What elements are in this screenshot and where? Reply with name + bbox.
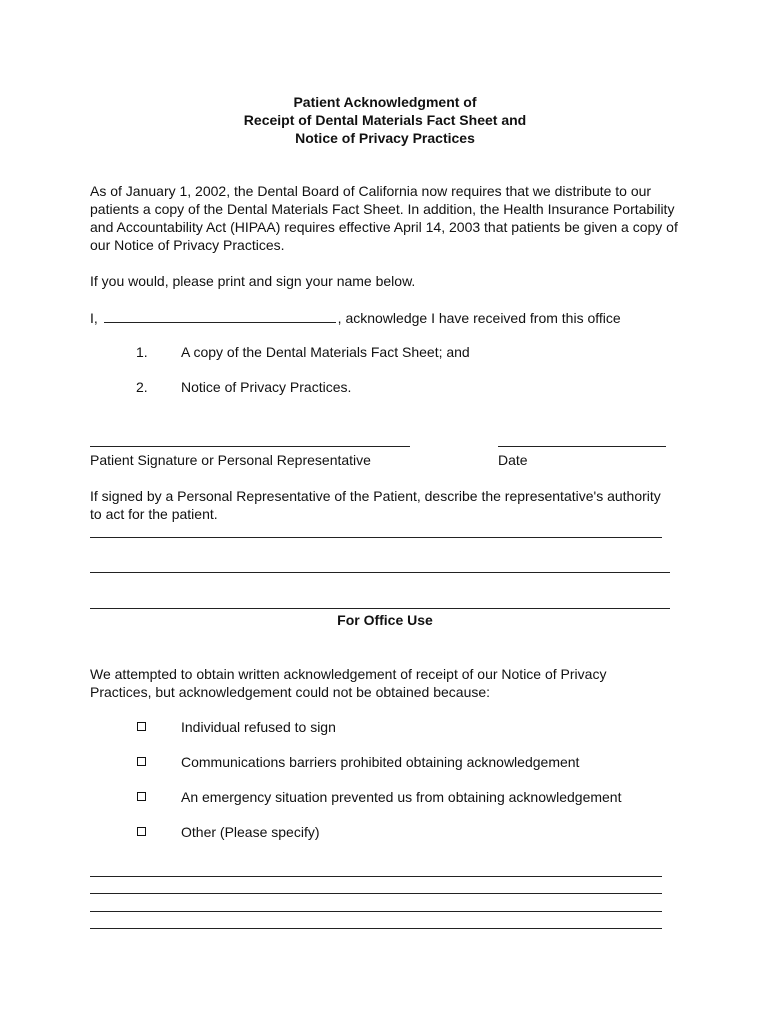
ack-suffix: , acknowledge I have received from this office bbox=[337, 310, 621, 326]
other-specify-line-1[interactable] bbox=[90, 876, 662, 877]
representative-authority-line-1[interactable] bbox=[90, 537, 662, 538]
document-title-line-3: Notice of Privacy Practices bbox=[295, 130, 475, 146]
printed-name-field[interactable] bbox=[104, 309, 336, 323]
representative-authority-line-2[interactable] bbox=[90, 572, 670, 573]
document-title-line-1: Patient Acknowledgment of bbox=[293, 94, 477, 110]
reason-checkbox-emergency[interactable] bbox=[137, 792, 146, 801]
item-number-2: 2. bbox=[136, 379, 148, 395]
signature-line[interactable] bbox=[90, 446, 410, 447]
acknowledgement-statement bbox=[90, 309, 621, 327]
item-text-2: Notice of Privacy Practices. bbox=[181, 379, 352, 395]
reason-checkbox-communication-barriers[interactable] bbox=[137, 757, 146, 766]
item-text-1: A copy of the Dental Materials Fact Sheet; and bbox=[181, 344, 470, 360]
reason-label-other: Other (Please specify) bbox=[181, 824, 320, 840]
representative-note: If signed by a Personal Representative of the Patient, describe the representative's authority to act for the patient. bbox=[90, 488, 661, 522]
date-label: Date bbox=[498, 452, 528, 468]
item-number-1: 1. bbox=[136, 344, 148, 360]
reason-label-emergency: An emergency situation prevented us from obtaining acknowledgement bbox=[181, 789, 622, 805]
signature-label: Patient Signature or Personal Representative bbox=[90, 452, 371, 468]
instruction-text: If you would, please print and sign your name below. bbox=[90, 273, 416, 289]
other-specify-line-4[interactable] bbox=[90, 928, 662, 929]
ack-prefix: I, bbox=[90, 310, 98, 326]
other-specify-line-3[interactable] bbox=[90, 911, 662, 912]
reason-checkbox-other[interactable] bbox=[137, 827, 146, 836]
reason-label-refused: Individual refused to sign bbox=[181, 719, 336, 735]
intro-paragraph: As of January 1, 2002, the Dental Board of California now requires that we distribute to our patients a copy of the Dental Materials Fact Sheet. In addition, the Health Insurance Portability and Accountability Act (HIPAA) requires effective April 14, 2003 that patients be given a copy of our Notice of Privacy Practices. bbox=[90, 183, 678, 253]
reason-label-communication-barriers: Communications barriers prohibited obtaining acknowledgement bbox=[181, 754, 580, 770]
date-line[interactable] bbox=[498, 446, 666, 447]
other-specify-line-2[interactable] bbox=[90, 893, 662, 894]
representative-authority-line-3[interactable] bbox=[90, 608, 670, 609]
document-title-line-2: Receipt of Dental Materials Fact Sheet and bbox=[243, 112, 527, 128]
office-use-paragraph: We attempted to obtain written acknowledgement of receipt of our Notice of Privacy Practices, but acknowledgement could not be obtained because: bbox=[90, 666, 607, 700]
reason-checkbox-refused[interactable] bbox=[137, 722, 146, 731]
office-use-heading: For Office Use bbox=[337, 612, 433, 628]
